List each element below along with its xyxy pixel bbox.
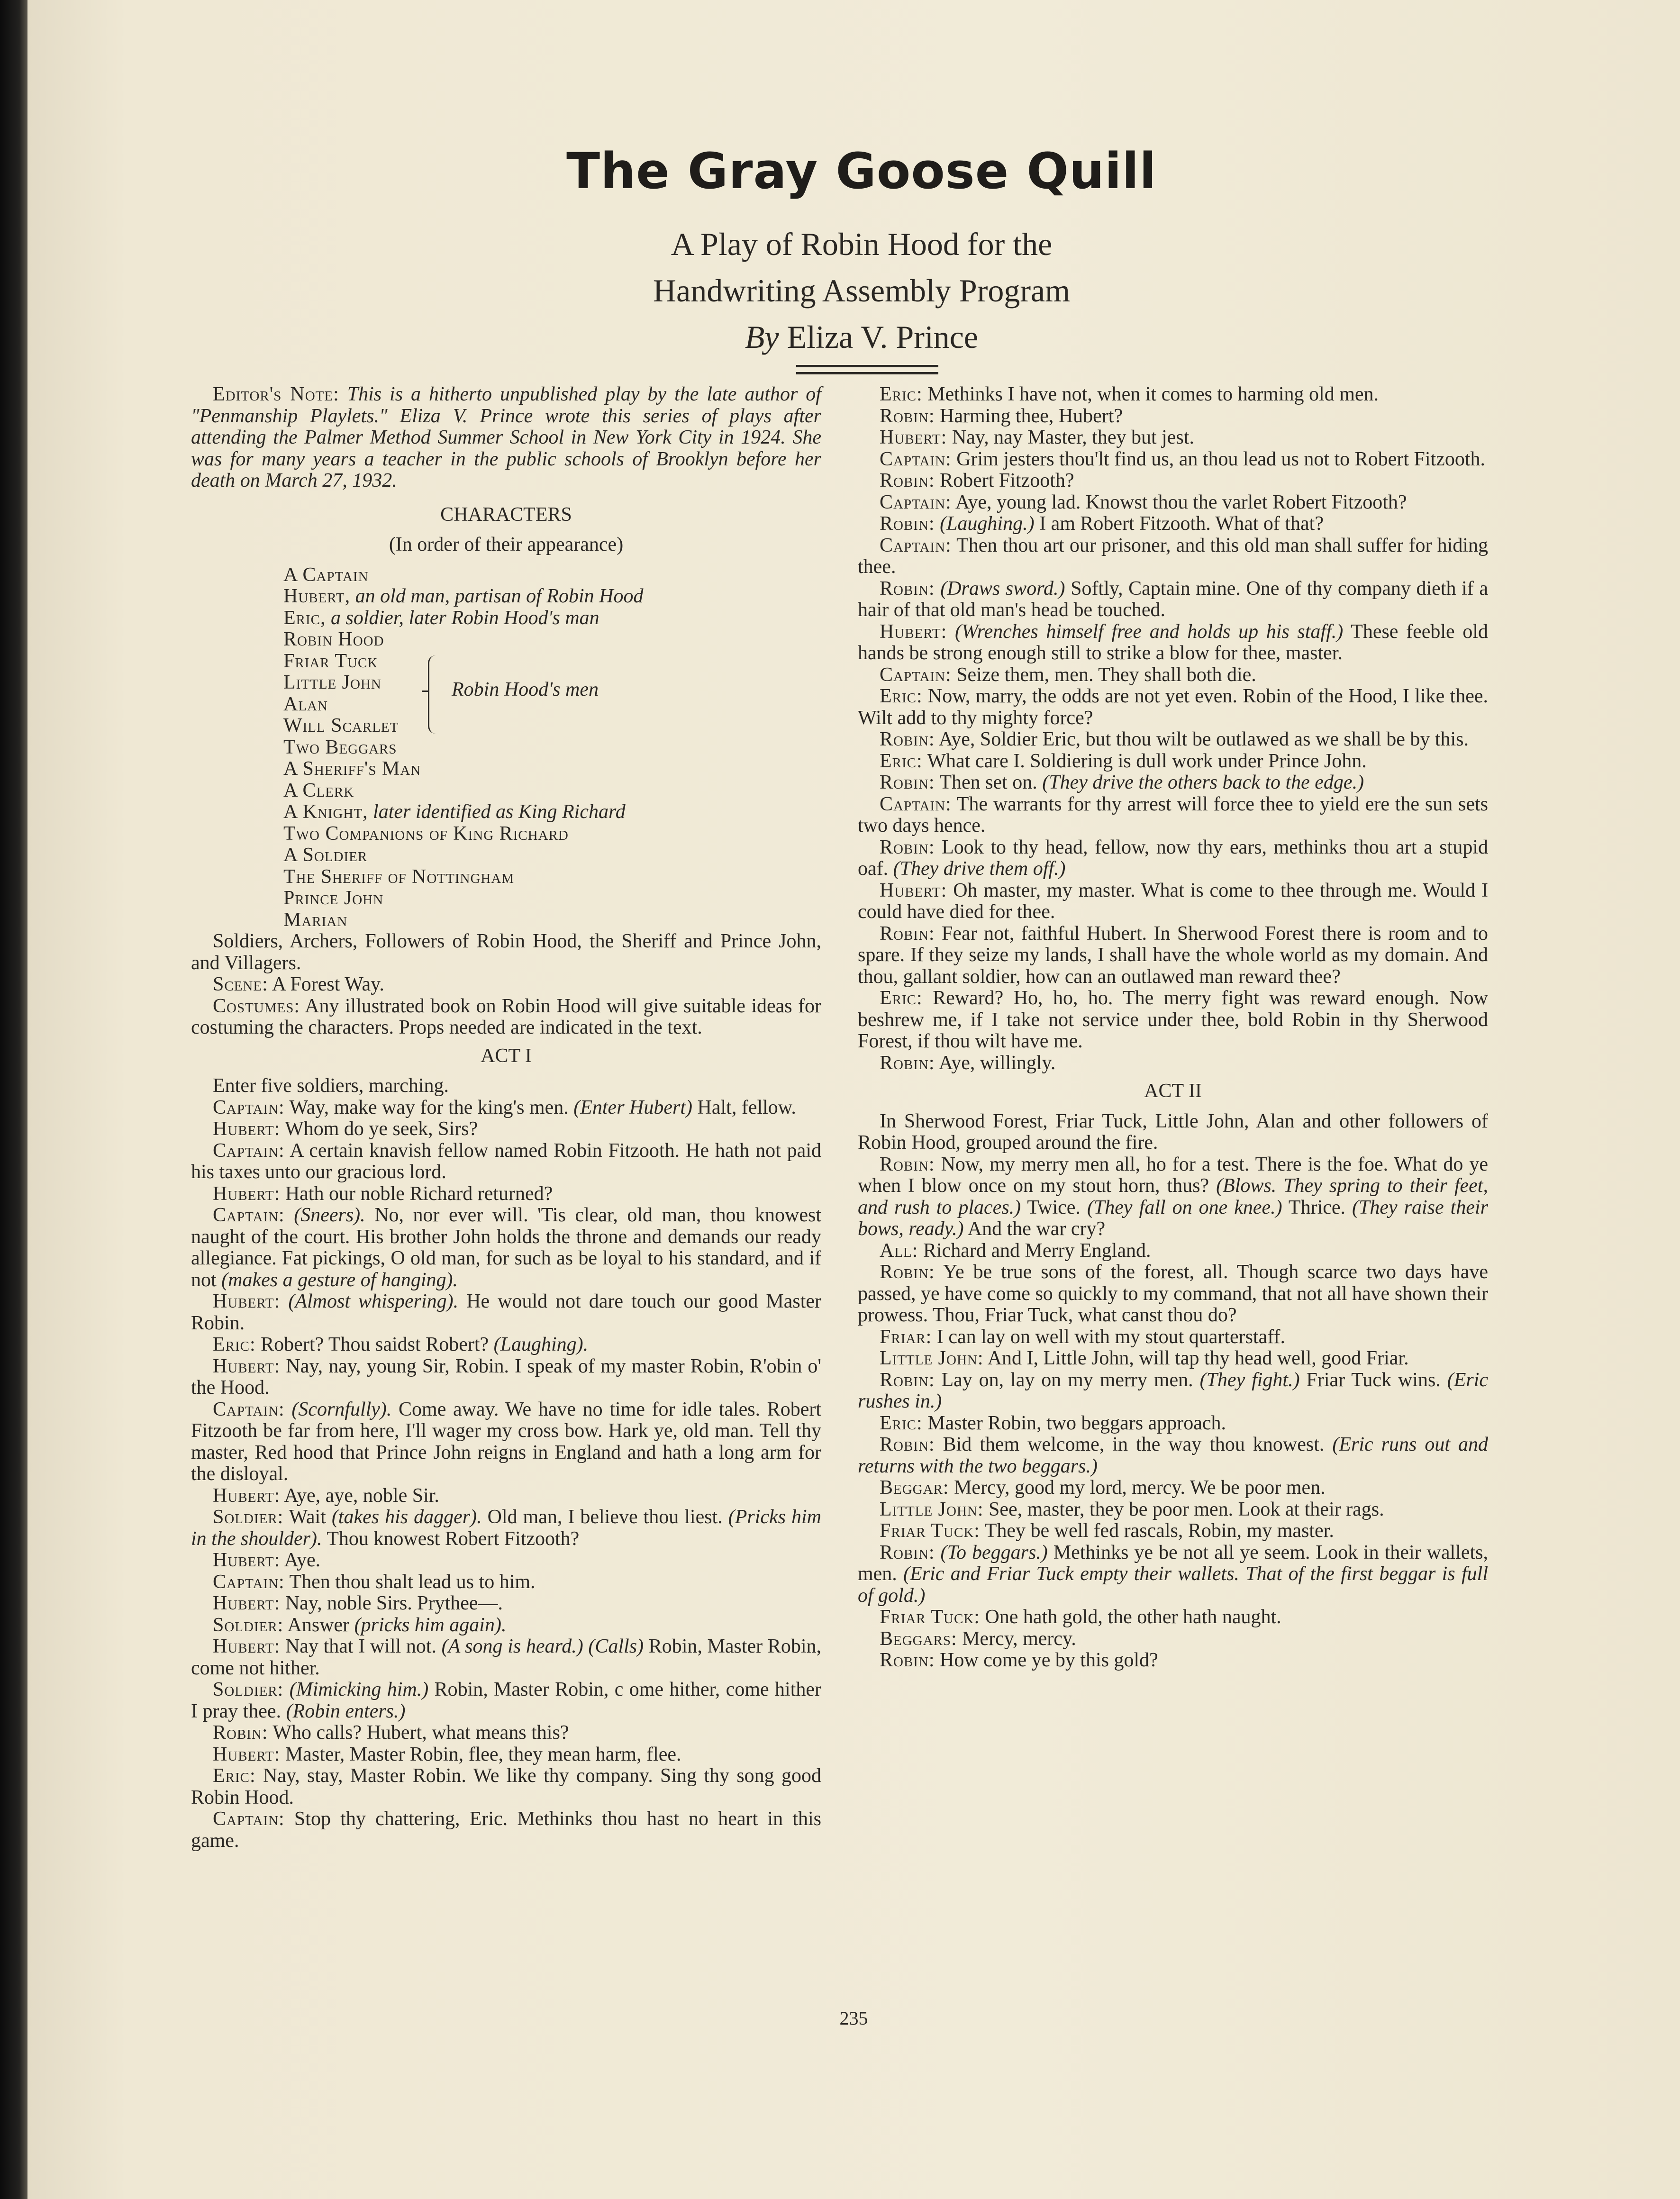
dialogue-line (858, 1240, 1488, 1262)
dialogue-text: Robert? Thou saidst Robert? (255, 1334, 494, 1355)
dialogue-text (283, 1679, 289, 1700)
dialogue-line (191, 1679, 821, 1722)
stage-direction: (Robin enters.) (286, 1700, 406, 1722)
dialogue-text: How come ye by this gold? (935, 1649, 1158, 1671)
left-column (191, 384, 821, 1852)
stage-direction: (They fight.) (1199, 1369, 1300, 1391)
dialogue-text: Seize them, men. They shall both die. (951, 663, 1256, 686)
speaker-name: Captain: (880, 663, 952, 686)
byline-by: By (745, 319, 779, 355)
dialogue-line (858, 664, 1488, 686)
article-title: The Gray Goose Quill (566, 142, 1157, 200)
dialogue-text: Ye be true sons of the forest, all. Though scarce two days have passed, ye have come so quickly to my command, that not all have shown their prowess. Thou, Friar Tuck, what canst thou do? (858, 1261, 1488, 1326)
characters-subheading: (In order of their appearance) (389, 534, 624, 555)
dialogue-text: Hath our noble Richard returned? (280, 1182, 553, 1205)
cast-name: A Captain (283, 563, 369, 586)
dialogue-line (191, 1291, 821, 1334)
speaker-name: Captain: (880, 793, 952, 815)
speaker-name: Little John: (880, 1347, 984, 1369)
byline (539, 314, 1184, 360)
editors-note (191, 384, 821, 492)
characters-heading: CHARACTERS (440, 503, 572, 526)
speaker-name: Hubert: (213, 1290, 281, 1312)
scene-text: A Forest Way. (268, 973, 384, 995)
speaker-name: Soldier: (213, 1614, 284, 1636)
dialogue-line (858, 1499, 1488, 1521)
dialogue-line (858, 492, 1488, 514)
dialogue-text: And I, Little John, will tap thy head well, good Friar. (983, 1347, 1409, 1369)
dialogue-line (191, 1593, 821, 1615)
scene-line (191, 974, 821, 996)
dialogue-text: Then set on. (935, 772, 1043, 793)
dialogue-text: Then thou shalt lead us to him. (284, 1571, 536, 1593)
dialogue-text: Halt, fellow. (692, 1096, 796, 1118)
stage-direction: (Eric and Friar Tuck empty their wallets. That of the first beggar is full of gold.) (858, 1563, 1488, 1607)
act-1-dialogue (191, 1097, 821, 1852)
cast-name: The Sheriff of Nottingham (283, 865, 515, 888)
speaker-name: Robin: (880, 728, 935, 750)
costumes-line (191, 996, 821, 1039)
cast-member (283, 845, 821, 866)
dialogue-text (280, 1290, 288, 1312)
dialogue-text (935, 578, 941, 600)
editors-note-label: Editor's Note: (213, 383, 339, 405)
robin-hoods-men-label: Robin Hood's men (452, 678, 599, 700)
speaker-name: Robin: (880, 772, 935, 793)
page (27, 0, 1680, 2199)
speaker-name: Captain: (213, 1139, 285, 1162)
article-header (539, 142, 1184, 360)
speaker-name: Eric: (213, 1765, 256, 1787)
dialogue-text: Grim jesters thou'lt find us, an thou lead us not to Robert Fitzooth. (951, 448, 1485, 470)
dialogue-text: Master, Master Robin, flee, they mean harm, flee. (280, 1743, 681, 1765)
dialogue-line (858, 751, 1488, 772)
dialogue-text: See, master, they be poor men. Look at their rags. (983, 1498, 1384, 1520)
cast-member (283, 608, 821, 629)
speaker-name: Robin: (880, 470, 935, 491)
dialogue-line (858, 1628, 1488, 1650)
cast-member (283, 564, 821, 586)
stage-direction: (Eric runs out and returns with the two beggars.) (858, 1434, 1488, 1477)
speaker-name: Eric: (880, 383, 923, 405)
act-1-heading: ACT I (481, 1045, 532, 1067)
speaker-name: Robin: (880, 1541, 935, 1563)
speaker-name: Eric: (213, 1334, 256, 1355)
speaker-name: Soldier: (213, 1506, 284, 1528)
stage-direction: (Almost whispering). (288, 1290, 459, 1312)
right-column (858, 384, 1488, 1672)
dialogue-text: Answer (283, 1614, 354, 1636)
costumes-text: Any illustrated book on Robin Hood will give suitable ideas for costuming the characters. Props needed are indicated in the text. (191, 995, 821, 1038)
cast-name: Marian (283, 909, 348, 931)
speaker-name: Friar Tuck: (880, 1520, 980, 1542)
speaker-name: Robin: (880, 513, 935, 535)
cast-name: Hubert, (283, 585, 351, 607)
dialogue-text: No, nor ever will. 'Tis clear, old man, thou knowest naught of the court. His brother John holds the throne and demands our ready allegiance. Fat pickings, O old man, for such as be loyal to his standard, and if not (191, 1204, 822, 1291)
stage-direction: (Enter Hubert) (573, 1096, 693, 1118)
dialogue-text: What care I. Soldiering is dull work under Prince John. (922, 750, 1367, 772)
cast-description: a soldier, later Robin Hood's man (326, 607, 599, 629)
dialogue-text: One hath gold, the other hath naught. (980, 1606, 1281, 1628)
dialogue-line (858, 1607, 1488, 1628)
dialogue-text: Mercy, mercy. (957, 1627, 1076, 1650)
cast-member (283, 888, 821, 909)
dialogue-line (858, 1650, 1488, 1672)
title-double-rule (796, 365, 938, 374)
dialogue-text: Whom do ye seek, Sirs? (280, 1118, 478, 1140)
dialogue-line (858, 406, 1488, 427)
speaker-name: All: (880, 1239, 918, 1262)
scene-label: Scene: (213, 973, 268, 995)
dialogue-line (191, 1550, 821, 1572)
dialogue-line (191, 1140, 821, 1183)
stage-direction: (Draws sword.) (940, 577, 1065, 600)
editors-note-text: This is a hitherto unpublished play by the late author of "Penmanship Playlets." Eliza V. Prince wrote this series of plays after attending the Palmer Method Summer School in New York City in 1924. She was for many years a teacher in the public schools of Brooklyn before her death on March 27, 1932. (191, 383, 821, 491)
costumes-label: Costumes: (213, 995, 300, 1017)
dialogue-line (191, 1097, 821, 1119)
stage-direction: (Laughing). (493, 1334, 589, 1355)
dialogue-text: Old man, I believe thou liest. (481, 1506, 728, 1528)
cast-name: Little John (283, 672, 381, 693)
dialogue-text: Nay that I will not. (280, 1636, 442, 1657)
dialogue-line (191, 1118, 821, 1140)
speaker-name: Beggar: (880, 1477, 949, 1499)
speaker-name: Captain: (880, 448, 952, 470)
dialogue-text: Now, marry, the odds are not yet even. Robin of the Hood, I like thee. Wilt add to thy mighty force? (858, 685, 1488, 729)
dialogue-text: Stop thy chattering, Eric. Methinks thou hast no heart in this game. (191, 1808, 821, 1852)
dialogue-text: They be well fed rascals, Robin, my master. (980, 1520, 1334, 1542)
cast-description: later identified as King Richard (368, 801, 626, 823)
speaker-name: Hubert: (880, 879, 947, 901)
dialogue-line (191, 1356, 821, 1399)
subtitle-line-1: A Play of Robin Hood for the (671, 226, 1053, 262)
dialogue-line (858, 1327, 1488, 1348)
dialogue-text: Nay, noble Sirs. Prythee—. (280, 1592, 503, 1614)
dialogue-text: Reward? Ho, ho, ho. The merry fight was reward enough. Now beshrew me, if I take not service under thee, bold Robin in thy Sherwood Forest, if thou wilt have me. (858, 987, 1488, 1052)
dialogue-text: Now, my merry men all, ho for a test. There is the foe. What do ye when I blow once on my stout horn, thus? (858, 1153, 1488, 1197)
cast-name: Alan (283, 693, 328, 715)
cast-name: A Soldier (283, 844, 368, 866)
speaker-name: Hubert: (213, 1484, 281, 1507)
speaker-name: Robin: (880, 1153, 935, 1175)
dialogue-text: Fear not, faithful Hubert. In Sherwood Forest there is room and to spare. If they seize my lands, I shall have the whole world as my domain. And thou, gallant soldier, how can an outlawed man reward thee? (858, 922, 1488, 988)
dialogue-line (191, 1744, 821, 1766)
dialogue-line (858, 1477, 1488, 1499)
dialogue-text: I am Robert Fitzooth. What of that? (1034, 513, 1324, 535)
speaker-name: Beggars: (880, 1627, 957, 1650)
dialogue-line (858, 923, 1488, 988)
stage-direction: (To beggars.) (940, 1541, 1048, 1563)
dialogue-text: Thrice. (1282, 1196, 1353, 1218)
stage-direction: (They raise their bows, ready.) (858, 1196, 1489, 1240)
dialogue-text: Oh master, my master. What is come to thee through me. Would I could have died for thee. (858, 879, 1488, 923)
speaker-name: Eric: (880, 987, 923, 1009)
stage-direction: (They drive them off.) (893, 858, 1066, 880)
dialogue-text: These feeble old hands be strong enough still to strike a blow for thee, master. (858, 620, 1489, 664)
dialogue-line (191, 1615, 821, 1636)
dialogue-text: Aye, Soldier Eric, but thou wilt be outlawed as we shall be by this. (935, 728, 1469, 750)
dialogue-line (858, 772, 1488, 794)
dialogue-line (858, 449, 1488, 471)
dialogue-line (191, 1636, 821, 1679)
speaker-name: Hubert: (880, 620, 947, 643)
act-2-stage-direction: In Sherwood Forest, Friar Tuck, Little John, Alan and other followers of Robin Hood, grouped around the fire. (858, 1110, 1488, 1154)
dialogue-text: Aye. (280, 1549, 321, 1571)
stage-direction: (Pricks him in the shoulder). (191, 1506, 821, 1550)
dialogue-line (191, 1334, 821, 1356)
stage-direction: (They drive the others back to the edge.) (1042, 772, 1364, 793)
stage-direction: (They fall on one knee.) (1087, 1196, 1282, 1218)
scan-edge (0, 0, 27, 2199)
dialogue-text: Softly, Captain mine. One of thy company dieth if a hair of that old man's head be touched. (858, 577, 1489, 621)
speaker-name: Hubert: (213, 1182, 281, 1205)
speaker-name: Eric: (880, 685, 923, 707)
stage-direction: (Scornfully). (291, 1398, 392, 1420)
speaker-name: Hubert: (880, 427, 947, 448)
speaker-name: Robin: (880, 577, 935, 600)
dialogue-text: Master Robin, two beggars approach. (922, 1412, 1226, 1434)
dialogue-text (285, 1399, 292, 1420)
speaker-name: Robin: (880, 1434, 935, 1455)
cast-list (191, 564, 821, 931)
dialogue-line (858, 837, 1488, 880)
dialogue-text (935, 513, 940, 535)
stage-direction: (Sneers). (294, 1204, 365, 1226)
speaker-name: Hubert: (213, 1636, 281, 1657)
speaker-name: Captain: (213, 1096, 285, 1118)
dialogue-line (858, 1542, 1488, 1607)
dialogue-text: He would not dare touch our good Master Robin. (191, 1290, 821, 1334)
dialogue-line (858, 578, 1488, 621)
stage-direction: (Wrenches himself free and holds up his staff.) (955, 620, 1344, 643)
dialogue-line (858, 988, 1488, 1053)
dialogue-line (858, 1154, 1488, 1240)
speaker-name: Robin: (880, 922, 935, 945)
dialogue-line (858, 1370, 1488, 1413)
act-1-stage-direction: Enter five soldiers, marching. (213, 1075, 449, 1097)
dialogue-text (947, 621, 955, 643)
dialogue-line (191, 1808, 821, 1852)
cast-name: A Clerk (283, 779, 354, 801)
cast-name: Will Scarlet (283, 715, 399, 736)
speaker-name: Robin: (880, 1649, 935, 1671)
speaker-name: Captain: (213, 1808, 285, 1830)
dialogue-text: Thou knowest Robert Fitzooth? (322, 1527, 580, 1550)
speaker-name: Hubert: (213, 1118, 281, 1140)
dialogue-text: Then thou art our prisoner, and this old man shall suffer for hiding thee. (858, 534, 1488, 578)
dialogue-text: Look to thy head, fellow, now thy ears, methinks thou art a stupid oaf. (858, 836, 1488, 880)
dialogue-text: Lay on, lay on my merry men. (935, 1369, 1200, 1391)
stage-direction: (pricks him again). (354, 1614, 507, 1636)
speaker-name: Soldier: (213, 1679, 284, 1700)
speaker-name: Robin: (880, 405, 935, 427)
dialogue-text: Harming thee, Hubert? (935, 405, 1123, 427)
cast-name: Robin Hood (283, 628, 384, 650)
dialogue-text: Methinks ye be not all ye seem. Look in their wallets, men. (858, 1541, 1489, 1585)
cast-name: A Sheriff's Man (283, 758, 421, 780)
act-1-dialogue-continued (858, 384, 1488, 1074)
speaker-name: Hubert: (213, 1549, 281, 1571)
dialogue-text: Aye, young lad. Knowst thou the varlet Robert Fitzooth? (951, 491, 1407, 513)
speaker-name: Robin: (880, 1261, 935, 1283)
dialogue-line (191, 1485, 821, 1507)
speaker-name: Captain: (213, 1398, 285, 1420)
speaker-name: Captain: (880, 534, 952, 556)
byline-name: Eliza V. Prince (779, 319, 979, 355)
cast-member (283, 801, 821, 823)
speaker-name: Robin: (880, 1369, 935, 1391)
dialogue-line (858, 1262, 1488, 1327)
cast-name: Friar Tuck (283, 650, 378, 672)
speaker-name: Eric: (880, 750, 923, 772)
dialogue-text: Richard and Merry England. (918, 1239, 1151, 1262)
dialogue-line (858, 729, 1488, 751)
subtitle-line-2: Handwriting Assembly Program (653, 273, 1071, 309)
robin-hoods-men-group (283, 651, 821, 737)
dialogue-text: I can lay on well with my stout quarterstaff. (932, 1326, 1286, 1348)
dialogue-text: Come away. We have no time for idle tales. Robert Fitzooth be far from here, I'll wager my cross bow. Hark ye, old man. Tell thy master, Red hood that Prince John reigns in England and hath a long arm for the disloyal. (191, 1398, 821, 1485)
stage-direction: (A song is heard.) (Calls) (441, 1636, 644, 1657)
cast-name: Eric, (283, 607, 326, 629)
dialogue-line (858, 1348, 1488, 1370)
extras-line: Soldiers, Archers, Followers of Robin Hood, the Sheriff and Prince John, and Villagers. (191, 930, 821, 974)
dialogue-text: And the war cry? (963, 1218, 1106, 1240)
cast-member (283, 823, 821, 845)
dialogue-line (858, 1434, 1488, 1477)
speaker-name: Hubert: (213, 1355, 281, 1377)
dialogue-line (858, 384, 1488, 406)
dialogue-text: Aye, aye, noble Sir. (280, 1484, 439, 1507)
speaker-name: Little John: (880, 1498, 984, 1520)
dialogue-text: Way, make way for the king's men. (284, 1096, 574, 1118)
dialogue-text (285, 1204, 294, 1226)
dialogue-text: Who calls? Hubert, what means this? (268, 1722, 569, 1744)
dialogue-line (191, 1205, 821, 1291)
dialogue-line (191, 1507, 821, 1550)
cast-description: an old man, partisan of Robin Hood (350, 585, 644, 607)
cast-member (283, 909, 821, 931)
dialogue-line (858, 1053, 1488, 1074)
dialogue-text: A certain knavish fellow named Robin Fitzooth. He hath not paid his taxes unto our gracious lord. (191, 1139, 821, 1183)
speaker-name: Robin: (213, 1722, 268, 1744)
speaker-name: Friar Tuck: (880, 1606, 980, 1628)
stage-direction: (makes a gesture of hanging). (221, 1269, 458, 1291)
dialogue-line (858, 794, 1488, 837)
dialogue-text: Aye, willingly. (935, 1052, 1056, 1074)
dialogue-line (191, 1399, 821, 1485)
dialogue-line (191, 1183, 821, 1205)
cast-member (283, 629, 821, 651)
dialogue-line (191, 1572, 821, 1593)
speaker-name: Robin: (880, 1052, 935, 1074)
dialogue-text: The warrants for thy arrest will force thee to yield ere the sun sets two days hence. (858, 793, 1488, 836)
dialogue-text: Twice. (1021, 1196, 1087, 1218)
dialogue-line (191, 1765, 821, 1808)
cast-member (283, 758, 821, 780)
speaker-name: Captain: (213, 1571, 285, 1593)
speaker-name: Robin: (880, 836, 935, 858)
curly-brace (428, 655, 442, 734)
dialogue-line (858, 470, 1488, 492)
dialogue-text: Wait (283, 1506, 332, 1528)
dialogue-line (858, 621, 1488, 664)
stage-direction: (Eric rushes in.) (858, 1369, 1488, 1412)
cast-member (283, 866, 821, 888)
cast-member (283, 780, 821, 802)
dialogue-text: Robin, Master Robin, c ome hither, come hither I pray thee. (191, 1679, 821, 1722)
dialogue-line (858, 1520, 1488, 1542)
stage-direction: (Blows. They spring to their feet, and rush to places.) (858, 1175, 1488, 1218)
cast-name: Prince John (283, 887, 384, 909)
dialogue-line (191, 1722, 821, 1744)
speaker-name: Captain: (213, 1204, 285, 1226)
dialogue-line (858, 880, 1488, 923)
dialogue-line (858, 535, 1488, 578)
act-2-dialogue (858, 1154, 1488, 1672)
dialogue-text: Nay, nay Master, they but jest. (947, 427, 1194, 448)
cast-name: A Knight, (283, 801, 368, 823)
dialogue-text: Bid them welcome, in the way thou knowest. (935, 1434, 1333, 1455)
dialogue-text (935, 1542, 941, 1563)
dialogue-text: Nay, stay, Master Robin. We like thy company. Sing thy song good Robin Hood. (191, 1765, 821, 1808)
dialogue-text: Nay, nay, young Sir, Robin. I speak of my master Robin, R'obin o' the Hood. (191, 1355, 821, 1399)
dialogue-line (858, 427, 1488, 449)
page-number: 235 (839, 2008, 868, 2029)
dialogue-line (858, 686, 1488, 729)
act-2-heading: ACT II (1144, 1080, 1202, 1102)
dialogue-line (858, 1413, 1488, 1435)
cast-member (283, 586, 821, 608)
dialogue-text: Methinks I have not, when it comes to harming old men. (922, 383, 1379, 405)
speaker-name: Eric: (880, 1412, 923, 1434)
dialogue-line (858, 513, 1488, 535)
speaker-name: Friar: (880, 1326, 932, 1348)
cast-name: Two Beggars (283, 736, 397, 758)
stage-direction: (takes his dagger). (331, 1506, 482, 1528)
dialogue-text: Robin, Master Robin, come not hither. (191, 1636, 821, 1679)
cast-name: Two Companions of King Richard (283, 822, 569, 845)
stage-direction: (Laughing.) (940, 513, 1035, 535)
dialogue-text: Robert Fitzooth? (935, 470, 1074, 491)
cast-member (283, 737, 821, 759)
dialogue-text: Mercy, good my lord, mercy. We be poor men. (949, 1477, 1326, 1499)
dialogue-text: Friar Tuck wins. (1299, 1369, 1447, 1391)
speaker-name: Hubert: (213, 1592, 281, 1614)
speaker-name: Hubert: (213, 1743, 281, 1765)
stage-direction: (Mimicking him.) (289, 1679, 429, 1700)
speaker-name: Captain: (880, 491, 952, 513)
